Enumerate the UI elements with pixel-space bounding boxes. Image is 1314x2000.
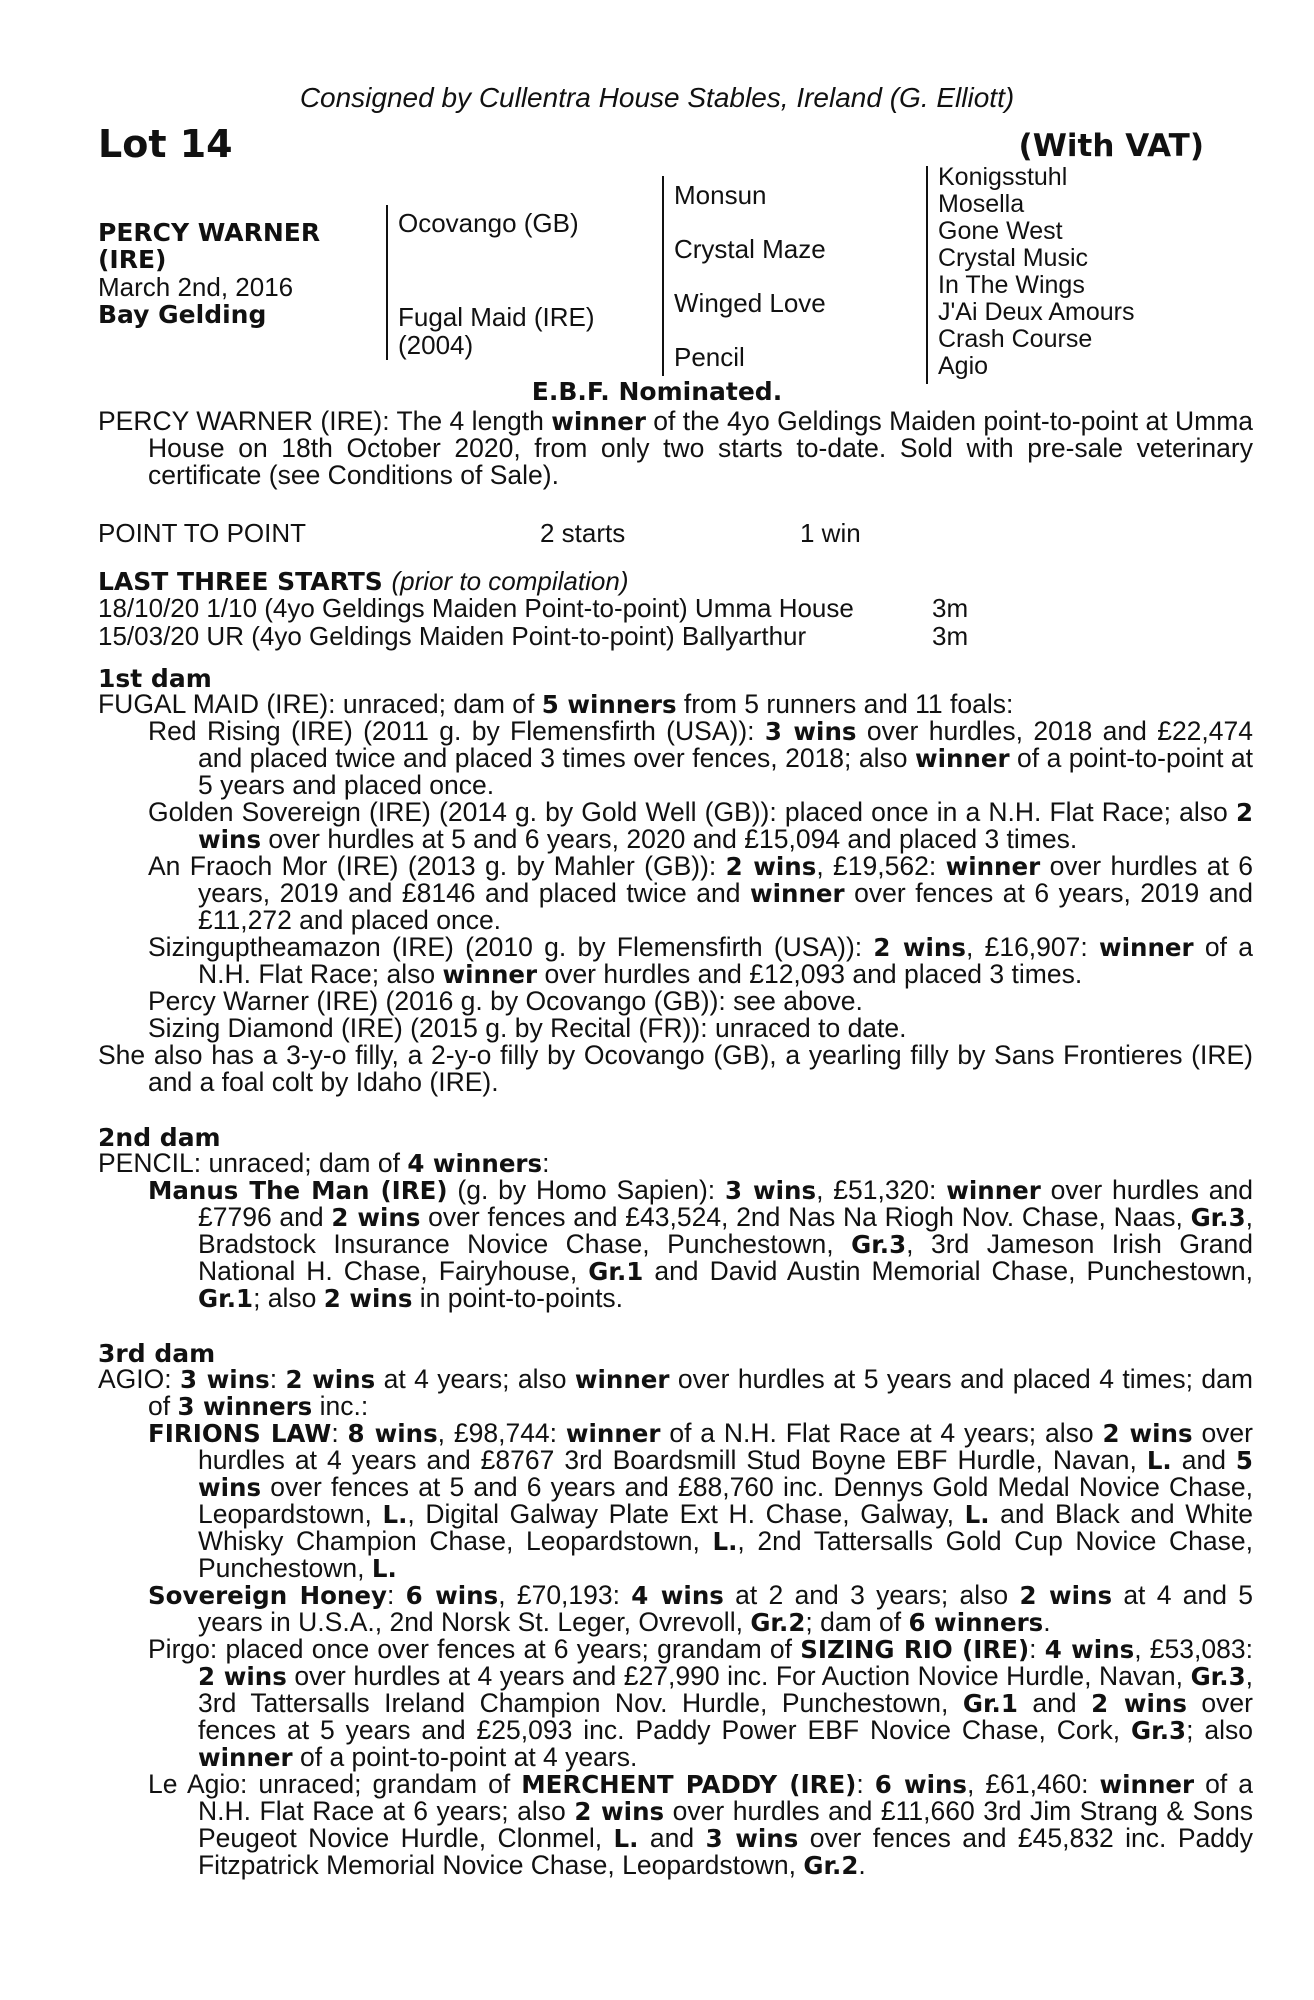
dam3-heading: 3rd dam	[98, 1339, 216, 1368]
pedigree-dam-year: (2004)	[398, 330, 474, 360]
horse-name: PERCY WARNER	[98, 218, 321, 247]
progeny-entry: FIRIONS LAW: 8 wins, £98,744: winner of a N.H. Flat Race at 4 years; also 2 wins over hurdles at 4 years and £8767 3rd Boardsmill Stud Boyne EBF Hurdle, Navan, L. and 5 wins over fences at 5 and 6 years and £88,760 inc. Dennys Gold Medal Novice Chase, Leopardstown, L., Digital Galway Plate Ext H. Chase, Galway, L. and Black and White Whisky Champion Chase, Leopardstown, L., 2nd Tattersalls Gold Cup Novice Chase, Punchestown, L.	[148, 1418, 1254, 1583]
pedigree-gen3-item: Agio	[938, 352, 989, 380]
dam1-heading: 1st dam	[98, 664, 212, 693]
dam3-intro: AGIO: 3 wins: 2 wins at 4 years; also winner over hurdles at 5 years and placed 4 times; dam of 3 winners inc.:	[98, 1364, 1253, 1421]
pedigree-gen3-item: In The Wings	[938, 271, 1085, 299]
progeny-entry: Sizinguptheamazon (IRE) (2010 g. by Flemensfirth (USA)): 2 wins, £16,907: winner of a N.H. Flat Race; also winner over hurdles and £12,093 and placed 3 times.	[148, 932, 1254, 989]
pedigree-gen2-item: Pencil	[674, 342, 745, 372]
ebf-nominated: E.B.F. Nominated.	[531, 377, 783, 406]
pedigree-gen3-item: J'Ai Deux Amours	[938, 298, 1135, 326]
record-wins: 1 win	[800, 518, 861, 548]
progeny-entry: Pirgo: placed once over fences at 6 years; grandam of SIZING RIO (IRE): 4 wins, £53,083: 2 wins over hurdles at 4 years and £27,990 inc. For Auction Novice Hurdle, Navan, Gr.3, 3rd Tattersalls Ireland Champion Nov. Hurdle, Punchestown, Gr.1 and 2 wins over fences at 5 years and £25,093 inc. Paddy Power EBF Novice Chase, Cork, Gr.3; also winner of a point-to-point at 4 years.	[148, 1634, 1253, 1772]
record-label: POINT TO POINT	[98, 518, 307, 548]
progeny-entry: Red Rising (IRE) (2011 g. by Flemensfirth (USA)): 3 wins over hurdles, 2018 and £22,474 and placed twice and placed 3 times over fences, 2018; also winner of a point-to-point at 5 years and placed once.	[148, 716, 1253, 800]
intro-paragraph: PERCY WARNER (IRE): The 4 length winner of the 4yo Geldings Maiden point-to-point at Umma House on 18th October 2020, from only two starts to-date. Sold with pre-sale veterinary certificate (see Conditions of Sale).	[98, 406, 1254, 490]
pedigree-gen3-item: Konigsstuhl	[938, 163, 1068, 191]
foaling-date: March 2nd, 2016	[98, 272, 294, 302]
pedigree-divider-2	[662, 176, 664, 376]
dam2-heading: 2nd dam	[98, 1123, 221, 1152]
dam2-intro: PENCIL: unraced; dam of 4 winners:	[98, 1148, 550, 1178]
pedigree-gen2-item: Crystal Maze	[674, 234, 826, 264]
pedigree-gen3-item: Crystal Music	[938, 244, 1089, 272]
progeny-entry: Manus The Man (IRE) (g. by Homo Sapien): 3 wins, £51,320: winner over hurdles and £7796 and 2 wins over fences and £43,524, 2nd Nas Na Riogh Nov. Chase, Naas, Gr.3, Bradstock Insurance Novice Chase, Punchestown, Gr.3, 3rd Jameson Irish Grand National H. Chase, Fairyhouse, Gr.1 and David Austin Memorial Chase, Punchestown, Gr.1; also 2 wins in point-to-points.	[148, 1175, 1254, 1313]
pedigree-gen3	[938, 164, 1135, 380]
pedigree-dam: Fugal Maid (IRE)	[398, 302, 595, 332]
vat-label: (With VAT)	[1018, 128, 1204, 164]
pedigree-gen3-item: Gone West	[938, 217, 1063, 245]
progeny-entry: Sovereign Honey: 6 wins, £70,193: 4 wins at 2 and 3 years; also 2 wins at 4 and 5 years in U.S.A., 2nd Norsk St. Leger, Ovrevoll, Gr.2; dam of 6 winners.	[148, 1580, 1253, 1637]
progeny-entry: Sizing Diamond (IRE) (2015 g. by Recital (FR)): unraced to date.	[148, 1013, 907, 1043]
consignor-line: Consigned by Cullentra House Stables, Ireland (G. Elliott)	[299, 82, 1015, 113]
start-row: 15/03/20 UR (4yo Geldings Maiden Point-to-point) Ballyarthur	[98, 621, 807, 651]
start-distance: 3m	[932, 593, 969, 623]
progeny-entry: Golden Sovereign (IRE) (2014 g. by Gold Well (GB)): placed once in a N.H. Flat Race; also 2 wins over hurdles at 5 and 6 years, 2020 and £15,094 and placed 3 times.	[148, 797, 1253, 854]
last-starts-heading: LAST THREE STARTS (prior to compilation)	[98, 566, 629, 596]
start-row: 18/10/20 1/10 (4yo Geldings Maiden Point-to-point) Umma House	[98, 593, 854, 623]
horse-country: (IRE)	[98, 245, 167, 274]
lot-number: Lot 14	[98, 122, 233, 166]
dam1-intro: FUGAL MAID (IRE): unraced; dam of 5 winners from 5 runners and 11 foals:	[98, 689, 1014, 719]
record-starts: 2 starts	[540, 518, 626, 548]
pedigree-gen2-item: Winged Love	[674, 288, 826, 318]
start-distance: 3m	[932, 621, 969, 651]
pedigree-divider-3	[926, 166, 928, 384]
progeny-entry: Le Agio: unraced; grandam of MERCHENT PADDY (IRE): 6 wins, £61,460: winner of a N.H. Flat Race at 6 years; also 2 wins over hurdles and £11,660 3rd Jim Strang & Sons Peugeot Novice Hurdle, Clonmel, L. and 3 wins over fences and £45,832 inc. Paddy Fitzpatrick Memorial Novice Chase, Leopardstown, Gr.2.	[148, 1769, 1254, 1880]
dam1-also: She also has a 3-y-o filly, a 2-y-o filly by Ocovango (GB), a yearling filly by Sans Frontieres (IRE) and a foal colt by Idaho (IRE).	[98, 1040, 1253, 1097]
pedigree-gen3-item: Crash Course	[938, 325, 1093, 353]
progeny-entry: An Fraoch Mor (IRE) (2013 g. by Mahler (GB)): 2 wins, £19,562: winner over hurdles at 6 years, 2019 and £8146 and placed twice and winner over fences at 6 years, 2019 and £11,272 and placed once.	[148, 851, 1253, 935]
progeny-entry: Percy Warner (IRE) (2016 g. by Ocovango (GB)): see above.	[148, 986, 863, 1016]
pedigree-divider-1	[386, 205, 388, 360]
pedigree-gen3-item: Mosella	[938, 190, 1025, 218]
pedigree-sire: Ocovango (GB)	[398, 208, 579, 238]
pedigree-gen2-item: Monsun	[674, 180, 767, 210]
horse-sex-colour: Bay Gelding	[98, 300, 267, 329]
